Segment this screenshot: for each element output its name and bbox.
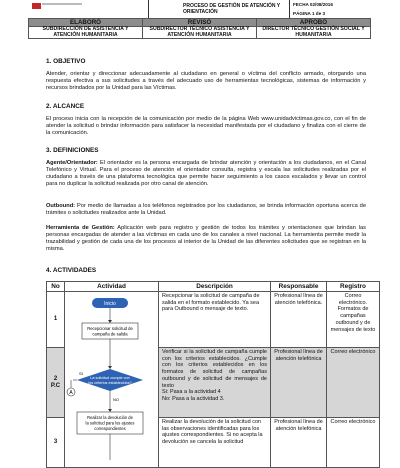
- definition-outbound-term: Outbound:: [46, 203, 76, 209]
- table-row: [47, 292, 380, 348]
- section-alcance-title: 2. ALCANCE: [46, 103, 85, 110]
- flow-start-node: [92, 298, 128, 308]
- flowchart-cell: [65, 292, 159, 468]
- col-header-responsable: Responsable: [271, 282, 327, 292]
- definition-agente-text: El orientador es la persona encargada de brindar atención y orientación a los ciudadanos, en el Canal Telefónico y Virtual. Para el proceso de atención el orientador consulta, registra y escala las solicitudes realizadas por el ciudadano a través de una plataforma tecnológica que permite hacer seguimiento a los casos escalados y llevar un control para no duplicar la solicitud realizada por otro canal de atención.: [46, 160, 366, 187]
- approval-value-elaboro: SUBDIRECCIÓN DE ASISTENCIA Y ATENCIÓN HUMANITARIA: [29, 27, 143, 39]
- flow-connector-a: [67, 388, 75, 396]
- activity-description: Realizar la devolución de la solicitud con las observaciones identificadas para los ajustes correspondientes. Si no acepta la devolución se cancela la solicitud: [159, 418, 271, 468]
- definition-outbound-text: Por medio de llamadas a los teléfonos registrados por los ciudadanos, se brinda información oportuna acerca de trámites o solicitudes realizados ante la Unidad.: [46, 203, 366, 216]
- unidad-logo: [28, 0, 149, 18]
- flow-box-return: [77, 412, 143, 434]
- approval-value-aprobo: DIRECTOR TÉCNICO GESTIÓN SOCIAL Y HUMANITARIA: [257, 27, 371, 39]
- document-meta: [290, 0, 371, 18]
- activity-number: 1: [47, 292, 65, 348]
- logo-text-line: [42, 3, 82, 5]
- flow-no-label: NO: [113, 397, 119, 402]
- approval-table: [28, 18, 371, 39]
- activities-table: [46, 281, 380, 468]
- flow-yes-label: SI: [79, 371, 83, 376]
- document-date: FECHA 02/08/2016: [293, 2, 333, 7]
- process-name: PROCESO DE GESTIÓN DE ATENCIÓN Y ORIENTACIÓN: [149, 0, 290, 18]
- definition-herramienta: [46, 225, 366, 253]
- col-header-descripcion: Descripción: [159, 282, 271, 292]
- svg-text:Realizar la devolución dela so: Realizar la devolución de la solicitud para los ajustes correspondientes: [85, 415, 135, 431]
- svg-text:Inicio: Inicio: [104, 301, 116, 308]
- activity-number: 3: [47, 418, 65, 468]
- col-header-no: No: [47, 282, 65, 292]
- logo-mark: [32, 3, 41, 9]
- process-flowchart: [65, 292, 159, 467]
- section-actividades-title: 4. ACTIVIDADES: [46, 267, 97, 274]
- definition-agente: [46, 160, 366, 188]
- activity-record: Correo electrónico. Formatos de campañas outbound y de mensajes de texto: [327, 292, 380, 348]
- flow-decision: [77, 369, 143, 391]
- svg-text:Recepcionar solicitud decampañ: Recepcionar solicitud de campaña de salida: [87, 326, 133, 337]
- definition-agente-term: Agente/Orientador:: [46, 160, 98, 166]
- section-objetivo-title: 1. OBJETIVO: [46, 58, 86, 65]
- document-header: [28, 0, 371, 19]
- definition-outbound: [46, 203, 366, 217]
- approval-value-reviso: SUBDIRECTOR TÉCNICO ASISTENCIA Y ATENCIÓN HUMANITARIA: [143, 27, 257, 39]
- col-header-actividad: Actividad: [65, 282, 159, 292]
- approval-header-aprobo: APROBÓ: [257, 19, 371, 27]
- activity-record: Correo electrónico: [327, 418, 380, 468]
- activity-number: 2 P.C: [47, 348, 65, 418]
- activity-description: Verificar si la solicitud de campaña cumple con los criterios establecidos. ¿Cumple con los criterios establecidos en los formatos de solicitud de campañas outbound y de solicitud de mensajes de texto Si: Pasa a la actividad 4 No: Pasa a la actividad 3.: [159, 348, 271, 418]
- section-objetivo-text: Atender, orientar y direccionar adecuadamente al ciudadano en general o víctima del conflicto armado, otorgando una respuesta efectiva a sus solicitudes a través del adecuado uso de herramientas tecnológicas, sistemas de información y recursos brindados por la Unidad para las Víctimas.: [46, 71, 366, 91]
- activity-responsible: Profesional línea de atención telefónica: [271, 348, 327, 418]
- page-number: PÁGINA 1 de 3: [293, 11, 325, 16]
- activity-record: Correo electrónico: [327, 348, 380, 418]
- flow-box-receive: [82, 323, 138, 339]
- approval-header-elaboro: ELABORÓ: [29, 19, 143, 27]
- svg-text:A: A: [69, 389, 73, 396]
- col-header-registro: Registro: [327, 282, 380, 292]
- section-definiciones-title: 3. DEFINICIONES: [46, 147, 99, 154]
- activity-description: Recepcionar la solicitud de campaña de salida en el formato establecido. Ya sea para Outbound o mensaje de texto.: [159, 292, 271, 348]
- svg-text:La solicitud cumple conlos cri: La solicitud cumple con los criterios establecidos?: [88, 376, 132, 385]
- definition-herramienta-term: Herramienta de Gestión:: [46, 225, 115, 231]
- activity-responsible: Profesional línea de atención telefónica.: [271, 292, 327, 348]
- section-alcance-text: El proceso inicia con la recepción de la comunicación por medio de la página Web www.unidadvictimas.gov.co, con el fin de atender la solicitud o brindar información para satisfacer la necesidad manifestada por el ciudadano y finaliza con el cierre de la comunicación.: [46, 116, 366, 136]
- definition-herramienta-text: Aplicación web para registro y gestión de todos los trámites y orientaciones que brindan las personas encargadas de atender a las víctimas en cada uno de los canales a nivel nacional. La herramienta permite medir la trazabilidad y gestión de cada una de los procesos al interior de la Unidad de las diferentes solicitudes que se registran en la misma.: [46, 225, 367, 252]
- approval-header-reviso: REVISÓ: [143, 19, 257, 27]
- activity-responsible: Profesional línea de atención telefónica: [271, 418, 327, 468]
